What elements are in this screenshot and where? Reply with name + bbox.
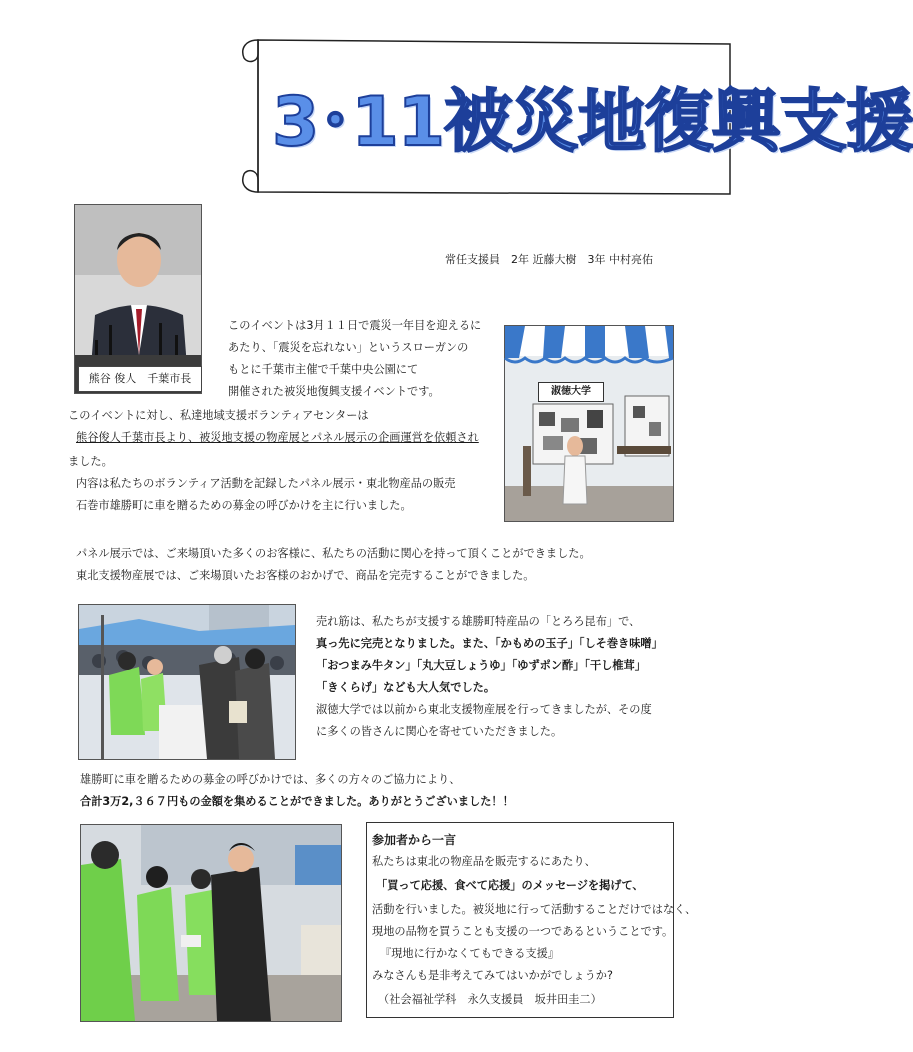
fundraising-photo [80,824,342,1022]
comment-heading: 参加者から一言 [372,833,457,847]
results-line-2: 東北支援物産展では、ご来場頂いたお客様のおかげで、商品を完売することができました。 [76,569,535,582]
intro-line-2: あたり、「震災を忘れない」というスローガンの [228,341,469,354]
comment-line-2: 「買って応援、食べて応援」のメッセージを掲げて、 [376,879,644,892]
products-line-6: に多くの皆さんに関心を寄せていただきました。 [316,725,563,738]
mayor-caption: 熊谷 俊人 千葉市長 [78,366,202,392]
comment-line-3: 活動を行いました。被災地に行って活動することだけではなく、 [372,903,697,916]
intro-line-6: 熊谷俊人千葉市長より、被災地支援の物産展とパネル展示の企画運営を依頼され [76,431,479,444]
page-title: 3･11被災地復興支援 [272,83,913,162]
comment-line-7: （社会福祉学科 永久支援員 坂井田圭二） [378,993,602,1006]
intro-line-7: ました。 [68,455,113,468]
market-photo [78,604,296,760]
donation-line-1: 雄勝町に車を贈るための募金の呼びかけでは、多くの方々のご協力により、 [80,773,461,786]
products-line-3: 「おつまみ牛タン」「丸大豆しょうゆ」「ゆずポン酢」「干し椎茸」 [316,659,646,672]
byline: 常任支援員 2年 近藤大樹 3年 中村亮佑 [445,253,653,266]
comment-line-6: みなさんも是非考えてみてはいかがでしょうか? [372,969,613,982]
products-line-2: 真っ先に完売となりました。また、「かもめの玉子」「しそ巻き味噌」 [316,637,663,650]
products-line-4: 「きくらげ」なども大人気でした。 [316,681,496,694]
comment-line-5: 『現地に行かなくてもできる支援』 [380,947,560,960]
intro-line-9: 石巻市雄勝町に車を贈るための募金の呼びかけを主に行いました。 [76,499,412,512]
intro-line-3: もとに千葉市主催で千葉中央公園にて [228,363,419,376]
products-line-1: 売れ筋は、私たちが支援する雄勝町特産品の「とろろ昆布」で、 [316,615,641,628]
comment-line-1: 私たちは東北の物産品を販売するにあたり、 [372,855,596,868]
results-line-1: パネル展示では、ご来場頂いた多くのお客様に、私たちの活動に関心を持って頂くことができました。 [76,547,591,560]
comment-line-4: 現地の品物を買うことも支援の一つであるということです。 [372,925,674,938]
intro-line-5: このイベントに対し、私達地域支援ボランティアセンターは [68,409,369,422]
tent-sign: 淑徳大学 [538,382,604,402]
intro-line-1: このイベントは3月１１日で震災一年目を迎えるに [228,319,482,332]
intro-line-4: 開催された被災地復興支援イベントです。 [228,385,440,398]
intro-line-8: 内容は私たちのボランティア活動を記録したパネル展示・東北物産品の販売 [76,477,456,490]
donation-line-2: 合計3万2,３６７円もの金額を集めることができました。ありがとうございました！！ [80,795,514,808]
booth-photo [504,325,674,522]
products-line-5: 淑徳大学では以前から東北支援物産展を行ってきましたが、その度 [316,703,652,716]
